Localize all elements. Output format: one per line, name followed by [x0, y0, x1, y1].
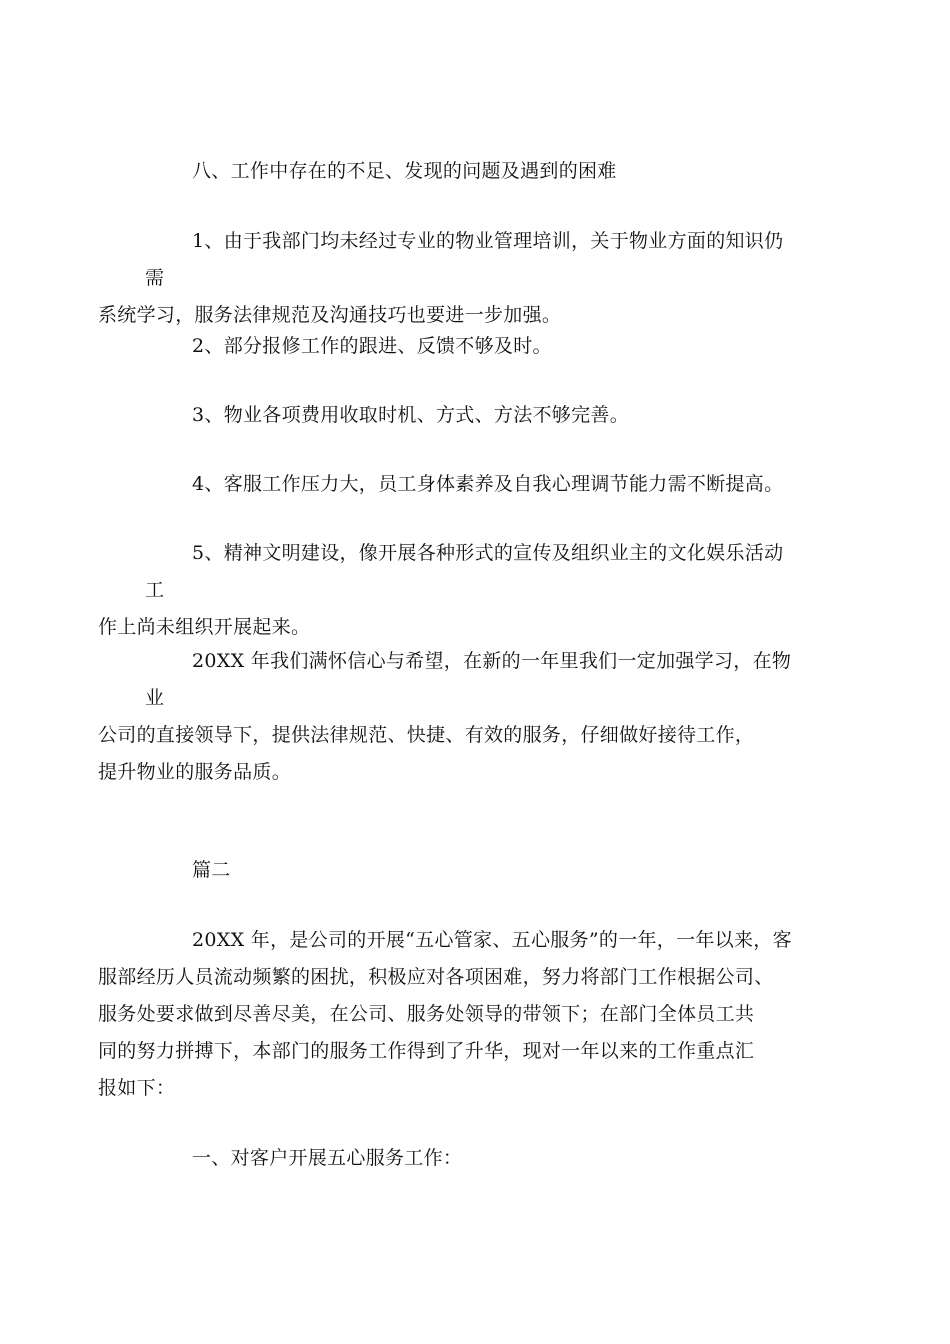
text-line: 公司的直接领导下，提供法律规范、快捷、有效的服务，仔细做好接待工作，	[98, 724, 755, 746]
text-line: 篇二	[192, 859, 231, 881]
paragraph-item-3	[145, 397, 800, 434]
text-line: 5、精神文明建设，像开展各种形式的宣传及组织业主的文化娱乐活动工	[145, 542, 784, 601]
paragraph-item-2	[145, 328, 800, 365]
text-line: 提升物业的服务品质。	[98, 761, 292, 783]
text-line: 2、部分报修工作的跟进、反馈不够及时。	[192, 335, 552, 357]
text-line: 作上尚未组织开展起来。	[98, 616, 311, 638]
text-line: 20XX 年，是公司的开展“五心管家、五心服务”的一年，一年以来，客	[192, 929, 792, 951]
text-line: 系统学习，服务法律规范及沟通技巧也要进一步加强。	[98, 304, 562, 326]
text-line: 八、工作中存在的不足、发现的问题及遇到的困难	[192, 160, 617, 182]
paragraph-item-1	[98, 223, 800, 334]
text-line: 同的努力拼搏下，本部门的服务工作得到了升华，现对一年以来的工作重点汇	[98, 1040, 755, 1062]
text-line: 服务处要求做到尽善尽美，在公司、服务处领导的带领下；在部门全体员工共	[98, 1003, 755, 1025]
section-title-part-two	[145, 852, 800, 889]
paragraph-item-5	[98, 535, 800, 646]
paragraph-item-4	[145, 466, 800, 503]
section-heading-shortcomings	[145, 153, 800, 190]
section-heading-five-heart-service	[145, 1140, 800, 1177]
text-line: 1、由于我部门均未经过专业的物业管理培训，关于物业方面的知识仍需	[145, 230, 784, 289]
text-line: 4、客服工作压力大，员工身体素养及自我心理调节能力需不断提高。	[192, 473, 784, 495]
text-line: 服部经历人员流动频繁的困扰，积极应对各项困难，努力将部门工作根据公司、	[98, 966, 774, 988]
paragraph-outlook	[98, 643, 800, 791]
paragraph-intro-part-two	[98, 922, 800, 1107]
text-line: 3、物业各项费用收取时机、方式、方法不够完善。	[192, 404, 629, 426]
text-line: 报如下：	[98, 1077, 176, 1099]
text-line: 20XX 年我们满怀信心与希望，在新的一年里我们一定加强学习，在物业	[145, 650, 792, 709]
text-line: 一、对客户开展五心服务工作：	[192, 1147, 463, 1169]
